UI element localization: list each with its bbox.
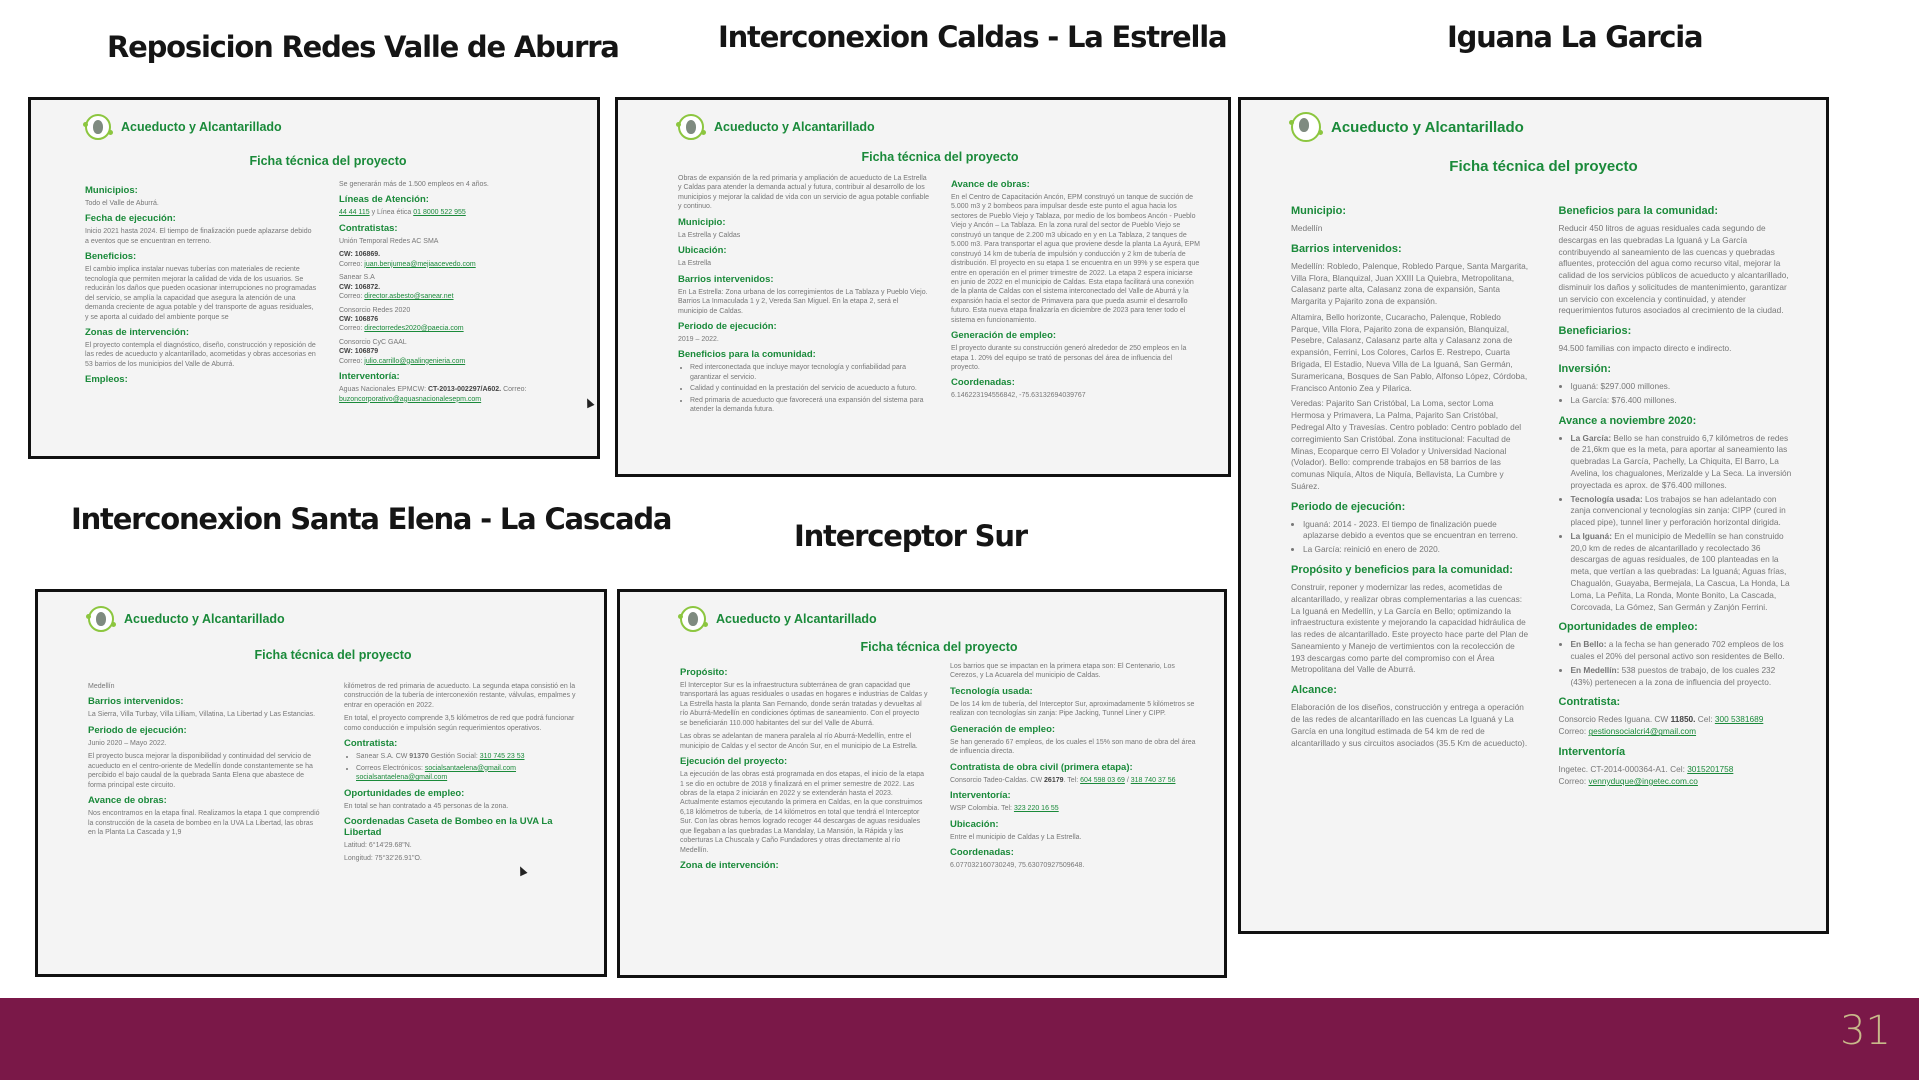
heading: Contratista: bbox=[344, 738, 398, 750]
text: Sanear S.A CW: 106872. Correo: director.asbesto@sanear.net bbox=[339, 274, 454, 301]
heading: Propósito y beneficios para la comunidad: bbox=[1291, 563, 1513, 576]
text: En total se han contratado a 45 personas de la zona. bbox=[344, 802, 509, 810]
list-item: • Red interconectada que incluye mayor tecnología y confiabilidad para garantizar el servicio. bbox=[690, 363, 929, 382]
text: 6.146223194556842, -75.63132694039767 bbox=[951, 392, 1086, 400]
heading: Tecnología usada: bbox=[950, 685, 1033, 697]
epm-logo-icon bbox=[678, 114, 704, 140]
section-title-iguana: Iguana La Garcia bbox=[1447, 20, 1703, 54]
text: El proyecto durante su construcción generó alrededor de 250 empleos en la etapa 1. 20% del equipo se trató de personas del área de influencia del proyecto. bbox=[951, 345, 1187, 371]
email-link[interactable]: director.asbesto@sanear.net bbox=[364, 293, 454, 301]
email-link[interactable]: socialsantaelena@gmail.com bbox=[424, 764, 517, 772]
text: 44 44 115 y Línea ética 01 8000 522 955 bbox=[339, 209, 466, 217]
heading: Generación de empleo: bbox=[951, 330, 1057, 342]
epm-logo-icon bbox=[85, 114, 111, 140]
text: El proyecto busca mejorar la disponibilidad y continuidad del servicio de acueducto en el centro-oriente de Medellín donde constantemente se ha percibido el bajo caudal de la quebrada Santa Elena que abastece de forma principal este circuito. bbox=[88, 753, 313, 789]
brand bbox=[680, 604, 1198, 634]
heading: Barrios intervenidos: bbox=[88, 696, 184, 708]
ficha-title: Ficha técnica del proyecto bbox=[249, 154, 407, 168]
text: Las obras se adelantan de manera paralela al río Aburrá-Medellín, entre el municipio de Caldas y el sector de Ancón Sur, en el municipio de La Estrella. bbox=[680, 733, 918, 750]
text: En total, el proyecto comprende 3,5 kilómetros de red que podrá funcionar como conducción e impulsión según requerimientos operativos. bbox=[344, 715, 575, 732]
brand bbox=[85, 112, 571, 142]
heading: Contratista: bbox=[1558, 696, 1621, 709]
list-item: • Red primaria de acueducto que favorecerá una expansión del sistema para atender la demanda futura. bbox=[690, 396, 929, 415]
heading: Barrios intervenidos: bbox=[678, 273, 774, 285]
heading: Interventoría: bbox=[950, 790, 1011, 802]
ficha-title: Ficha técnica del proyecto bbox=[861, 150, 1019, 164]
list-item: • Sanear S.A. CW 91370 Gestión Social: 310 745 23 53 bbox=[356, 752, 578, 761]
text: Latitud: 6°14'29.68"N. bbox=[344, 841, 412, 849]
text: Construir, reponer y modernizar las redes, acometidas de alcantarillado, y realizar obras complementarias a las cuencas: La Iguaná en Medellín, y La García en Bello; optimizando la infraestructura existente y mejorando la capacidad hidráulica de las redes de alcantarillado. Este proyecto hace parte del Plan de Saneamiento y Manejo de vertimientos con la recolección de 193 descargas como parte del compromiso con el Área Metropolitana del Valle de Aburrá. bbox=[1291, 581, 1529, 675]
text: Junio 2020 – Mayo 2022. bbox=[88, 739, 167, 747]
text: kilómetros de red primaria de acueducto. La segunda etapa consistió en la construcción de la tubería de interconexión restante, válvulas, empalmes y entrar en operación en 2022. bbox=[344, 683, 576, 709]
heading: Alcance: bbox=[1291, 684, 1337, 697]
text: Nos encontramos en la etapa final. Realizamos la etapa 1 que comprendió la construcción de la caseta de bombeo en la UVA La Libertad, las obras en la Planta La Cascada y 1,9 bbox=[88, 810, 320, 836]
heading: Empleos: bbox=[85, 374, 128, 386]
text: Entre el municipio de Caldas y La Estrella. bbox=[950, 833, 1082, 841]
text: La Sierra, Villa Turbay, Villa Lilliam, Villatina, La Libertad y Las Estancias. bbox=[88, 711, 316, 719]
footer-bar bbox=[0, 998, 1919, 1080]
brand bbox=[88, 604, 578, 634]
list-item: • Iguaná: $297.000 millones. bbox=[1571, 381, 1797, 393]
heading: Beneficiarios: bbox=[1558, 325, 1632, 338]
brand-name: Acueducto y Alcantarillado bbox=[716, 612, 877, 626]
text: Longitud: 75°32'26.91"O. bbox=[344, 855, 422, 863]
text: Consorcio Redes Iguana. CW 11850. Cel: 300 5381689 Correo: gestionsocialcri4@gmail.com bbox=[1558, 714, 1764, 737]
heading: Coordenadas: bbox=[950, 846, 1014, 858]
heading: Municipio: bbox=[678, 216, 726, 228]
epm-logo-icon bbox=[1291, 112, 1321, 142]
list-item: • En Bello: a la fecha se han generado 702 empleos de los cuales el 20% del personal activo son residentes de Bello. bbox=[1571, 639, 1797, 663]
text: En el Centro de Capacitación Ancón, EPM construyó un tanque de succión de 5.000 m3 y 2 bombeos para impulsar desde este punto el agua hacia los sectores de Pueblo Viejo y Tablaza, por medio de los bombeos Ancón - Pueblo Viejo y Ancón – La Tablaza. En la zona rural del sector de Pueblo Viejo se construyó un tanque de 2.200 m3 ubicado en y en La Tablaza, 2 tanques de 5.000 m3. Para transportar el agua que proviene desde la planta La Ayurá, EPM construyó 14 km de tubería de impulsión y conducción y 2 km de tubería de distribución. El proyecto en su etapa 1 se encuentra en un 99% y se espera que entre en operación en el primer trimestre de 2022. La etapa 2 espera iniciarse en junio de 2022 en el municipio de Caldas. Esta etapa facilitará una conexión de la planta de Caldas con el sistema interconectado del Valle de Aburrá y la expansión hacia el sector de Primavera para que pueda asumir el desarrollo futuro. Esta nueva etapa finalizaría en diciembre de 2023 para tener todo el sistema en funcionamiento. bbox=[951, 194, 1200, 324]
text: 94.500 familias con impacto directo e indirecto. bbox=[1558, 343, 1732, 354]
phone-link[interactable]: 44 44 115 bbox=[339, 209, 370, 217]
text: Todo el Valle de Aburrá. bbox=[85, 200, 159, 207]
email-link[interactable]: juan.benjumea@mejiaacevedo.com bbox=[364, 260, 476, 268]
text: La ejecución de las obras está programada en dos etapas, el inicio de la etapa 1 se dio en octubre de 2018 y finalizará en el primer semestre de 2022. Las obras de la etapa 2 iniciarán en 2022 y se extenderán hasta el 2023. Actualmente estamos ejecutando la primera en Caldas, en la que construimos 6,18 kilómetros de tubería, de 14 kilómetros en total que tendrá el Interceptor Sur. Con las obras hemos logrado recoger 44 descargas de aguas residuales que llegaban a las quebradas La Mandalay, La Mansión, la Rápida y las coberturas La Chuscala y Caño Fundadores y otras directamente al río Medellín. bbox=[680, 771, 924, 854]
brand-name: Acueducto y Alcantarillado bbox=[124, 612, 285, 626]
text: Altamira, Bello horizonte, Cucaracho, Palenque, Robledo Parque, Villa Flora, Pajarito zona de expansión, Blanquizal, Pesebre, Calasanz, Calasanz parte alta y Calasanz zona de expansión, Ferrini, Los Colores, Carlos E. Restrepo, Cuarta Brigada, El Estadio, Nueva Villa de La Iguaná, San Germán, Suramericana, Bosques de San Pablo, Alfonso López, Córdoba, Francisco Antonio Zea y Pilarica. bbox=[1291, 311, 1528, 393]
list-item: • Iguaná: 2014 - 2023. El tiempo de finalización puede aplazarse debido a eventos que se encuentran en terreno. bbox=[1303, 519, 1529, 543]
text: CW: 106869. Correo: juan.benjumea@mejiaacevedo.com bbox=[339, 251, 476, 268]
text: Medellín bbox=[1291, 223, 1323, 233]
list-item: • Correos Electrónicos: socialsantaelena@gmail.com socialsantaelena@gmail.com bbox=[356, 764, 578, 783]
list-item: • La García: reinició en enero de 2020. bbox=[1303, 544, 1529, 556]
email-link[interactable]: buzoncorporativo@aguasnacionalesepm.com bbox=[339, 395, 482, 403]
heading: Ubicación: bbox=[678, 245, 727, 257]
text: Medellín bbox=[88, 683, 115, 690]
text: Elaboración de los diseños, construcción y entrega a operación de las redes de alcantarillado en las cuencas La Iguaná y La García en una longitud estimada de 54 km de red de alcantarillado y sus circuitos asociados (35.5 Km de acueducto). bbox=[1291, 702, 1528, 748]
list-item: • Calidad y continuidad en la prestación del servicio de acueducto a futuro. bbox=[690, 384, 929, 393]
heading: Contratista de obra civil (primera etapa): bbox=[950, 761, 1133, 773]
text: Unión Temporal Redes AC SMA bbox=[339, 237, 439, 245]
section-title-interceptor: Interceptor Sur bbox=[794, 519, 1027, 553]
heading: Avance de obras: bbox=[951, 179, 1030, 190]
phone-link[interactable]: 323 220 16 55 bbox=[1013, 805, 1059, 813]
heading: Beneficios: bbox=[85, 251, 137, 263]
epm-logo-icon bbox=[680, 606, 706, 632]
list-item: • La Iguaná: En el municipio de Medellín se han construido 20,0 km de redes de alcantarillado y recolectado 36 descargas de aguas residuales, de 100 planteadas en la meta, que vertían a las quebradas: La Iguaná; Aguas frías, Chagualón, Guayaba, Bermejala, La Cascua, La Honda, La Loma, La Peñita, La Ronda, Monte Bonito, La Cascada, Corcovada, La Gómez, San Germán y Zanjón Ferrini. bbox=[1571, 531, 1797, 613]
brand-name: Acueducto y Alcantarillado bbox=[121, 120, 282, 134]
phone-link[interactable]: 310 745 23 53 bbox=[479, 753, 525, 761]
list-item: • Tecnología usada: Los trabajos se han adelantado con zanja convencional y tecnologías sin zanja: CIPP (cured in placed pipe), tunnel liner y perforación horizontal dirigida. bbox=[1571, 494, 1797, 529]
text: Consorcio CyC GAAL CW: 106879 Correo: julio.carrillo@gaalingenieria.com bbox=[339, 338, 466, 365]
page-number: 31 bbox=[1840, 1008, 1891, 1054]
card-iguana bbox=[1238, 97, 1829, 934]
text: Los barrios que se impactan en la primera etapa son: El Centenario, Los Cerezos, y La Acuarela del municipio de Caldas. bbox=[950, 663, 1175, 680]
brand bbox=[678, 112, 1202, 142]
email-link[interactable]: vennyduque@ingetec.com.co bbox=[1588, 775, 1698, 786]
section-title-reposicion: Reposicion Redes Valle de Aburra bbox=[107, 30, 619, 64]
text: La Estrella bbox=[678, 260, 712, 268]
text: Se generarán más de 1.500 empleos en 4 años. bbox=[339, 181, 489, 188]
text: El proyecto contempla el diagnóstico, diseño, construcción y reposición de las redes de acueducto y alcantarillado, acometidas y obras accesorias en 53 barrios de los municipios del Valle de Aburrá. bbox=[85, 341, 316, 368]
list-item: • La García: $76.400 millones. bbox=[1571, 395, 1797, 407]
text: 6.077032160730249, 75.63070927509648. bbox=[950, 861, 1085, 869]
email-link[interactable]: socialsantaelena@gmail.com bbox=[356, 774, 448, 782]
heading: Avance de obras: bbox=[88, 795, 167, 807]
heading: Contratistas: bbox=[339, 222, 398, 234]
heading: Barrios intervenidos: bbox=[1291, 242, 1402, 255]
heading: Coordenadas: bbox=[951, 377, 1015, 389]
list-item: • En Medellín: 538 puestos de trabajo, de los cuales 232 (43%) pertenecen a la zona de influencia del proyecto. bbox=[1571, 665, 1797, 689]
text: Reducir 450 litros de aguas residuales cada segundo de descargas en las quebradas La Iguaná y La García contribuyendo al saneamiento de las cuencas y quebradas afluentes, protección del agua como recurso vital, mejorar la calidad de los servicios públicos de acueducto y alcantarillado, disminuir los daños y solicitudes de mantenimiento, garantizar un servicio con excelencia y continuidad, y atender requerimientos futuros asociados al crecimiento de la ciudad. bbox=[1558, 223, 1789, 316]
phone-link[interactable]: 3015201758 bbox=[1687, 764, 1734, 774]
list-item: • La García: Bello se han construido 6,7 kilómetros de redes de 21,6km que es la meta, para aportar al saneamiento las quebradas La García, Pachelly, La Chiquita, El Barro, La Avelina, los chagualones, Merizalde y La Seca. La inversión proyectada es aprox. de $76.400 millones. bbox=[1571, 433, 1797, 492]
heading: Interventoría bbox=[1558, 746, 1626, 758]
text: Obras de expansión de la red primaria y ampliación de acueducto de La Estrella y Caldas para atender la demanda actual y futura, contribuir al desarrollo de los municipios y mejorar la calidad de vida con un servicio de agua potable confiable y continuo. bbox=[678, 175, 929, 211]
brand bbox=[1291, 112, 1796, 142]
ficha-title: Ficha técnica del proyecto bbox=[254, 648, 412, 662]
brand-name: Acueducto y Alcantarillado bbox=[714, 120, 875, 134]
heading: Coordenadas Caseta de Bombeo en la UVA La Libertad bbox=[344, 815, 553, 838]
heading: Fecha de ejecución: bbox=[85, 213, 176, 225]
text: Ingetec. CT-2014-000364-A1. Cel: 3015201758 Correo: vennyduque@ingetec.com.co bbox=[1558, 764, 1734, 786]
heading: Inversión: bbox=[1558, 363, 1612, 376]
brand-name: Acueducto y Alcantarillado bbox=[1331, 118, 1524, 136]
text: WSP Colombia. Tel: 323 220 16 55 bbox=[950, 805, 1059, 813]
ficha-title: Ficha técnica del proyecto bbox=[860, 640, 1018, 654]
text: En La Estrella: Zona urbana de los corregimientos de La Tablaza y Pueblo Viejo. Barrios La Inmaculada 1 y 2, Vereda San Miguel. En la etapa 2, será el municipio de Caldas. bbox=[678, 288, 928, 315]
heading: Periodo de ejecución: bbox=[1291, 500, 1406, 513]
card-caldas bbox=[615, 97, 1231, 477]
heading: Propósito: bbox=[680, 667, 728, 678]
email-link[interactable]: directorredes2020@paecia.com bbox=[364, 325, 464, 333]
heading: Beneficios para la comunidad: bbox=[678, 349, 816, 361]
heading: Avance a noviembre 2020: bbox=[1558, 414, 1697, 427]
phone-link[interactable]: 604 598 03 69 bbox=[1080, 776, 1125, 784]
heading: Zonas de intervención: bbox=[85, 326, 189, 338]
email-link[interactable]: gestionsocialcri4@gmail.com bbox=[1588, 726, 1697, 737]
heading: Oportunidades de empleo: bbox=[1558, 621, 1698, 634]
heading: Periodo de ejecución: bbox=[88, 724, 187, 736]
heading: Beneficios para la comunidad: bbox=[1558, 205, 1719, 217]
text: De los 14 km de tubería, del Interceptor Sur, aproximadamente 5 kilómetros se realizan con tecnologías sin zanja: Pipe Jacking, Tunnel Liner y CIPP. bbox=[950, 700, 1195, 718]
ficha-title: Ficha técnica del proyecto bbox=[1449, 158, 1638, 175]
phone-link[interactable]: 300 5381689 bbox=[1714, 714, 1764, 725]
heading: Generación de empleo: bbox=[950, 723, 1056, 735]
text: Aguas Nacionales EPMCW: CT-2013-002297/A602. Correo: buzoncorporativo@aguasnacionalesepm.com bbox=[339, 386, 527, 403]
heading: Ejecución del proyecto: bbox=[680, 756, 788, 768]
text: 2019 – 2022. bbox=[678, 335, 719, 343]
heading: Ubicación: bbox=[950, 818, 999, 830]
email-link[interactable]: julio.carrillo@gaalingenieria.com bbox=[364, 357, 466, 365]
text: Consorcio Tadeo-Caldas. CW 26179. Tel: 604 598 03 69 / 318 740 37 56 bbox=[950, 776, 1176, 784]
epm-logo-icon bbox=[88, 606, 114, 632]
text: La Estrella y Caldas bbox=[678, 231, 741, 239]
heading: Interventoría: bbox=[339, 371, 400, 383]
text: El Interceptor Sur es la infraestructura subterránea de gran capacidad que transportará las aguas residuales o usadas en hogares e industrias de Caldas y La Estrella hasta la planta San Fernando, donde serán tratadas y devueltas al río Aburrá-Medellín en condiciones óptimas de saneamiento. Con el proyecto se beneficiarán 110.000 habitantes del sur del Valle de Aburrá. bbox=[680, 682, 928, 727]
card-interceptor bbox=[617, 589, 1227, 978]
phone-link[interactable]: 318 740 37 56 bbox=[1130, 776, 1176, 784]
text: Consorcio Redes 2020 CW: 106876 Correo: directorredes2020@paecia.com bbox=[339, 306, 464, 333]
text: Medellín: Robledo, Palenque, Robledo Parque, Santa Margarita, Villa Flora, Blanquizal, Juan XXIII La Quiebra, Metropolitana, Calasanz parte alta, Calasanz zona de expansión, Santa Margarita y Pajarito zona de expansión. bbox=[1291, 260, 1529, 307]
heading: Zona de intervención: bbox=[680, 860, 779, 871]
heading: Municipios: bbox=[85, 185, 138, 196]
card-reposicion bbox=[28, 97, 600, 459]
section-title-santa-elena: Interconexion Santa Elena - La Cascada bbox=[71, 502, 672, 536]
text: Se han generado 67 empleos, de los cuales el 15% son mano de obra del área de influencia directa. bbox=[950, 738, 1196, 756]
heading: Oportunidades de empleo: bbox=[344, 787, 465, 799]
heading: Líneas de Atención: bbox=[339, 194, 429, 206]
text: Veredas: Pajarito San Cristóbal, La Loma, sector Loma Hermosa y Primavera, La Palma, Pajarito San Cristóbal, Pedregal Alto y Travesías. Centro poblado: Centro poblado del corregimiento San Cristóbal. Zona institucional: Facultad de Minas, Ecoparque cerro El Volador y Universidad Nacional (Volador). Bello: comprende trabajos en 58 barrios de las comunas Niquía, Altos de Niquía, Bellavista, La Cumbre y Suárez. bbox=[1291, 398, 1522, 491]
section-title-caldas: Interconexion Caldas - La Estrella bbox=[718, 20, 1227, 54]
card-santa-elena bbox=[35, 589, 607, 977]
heading: Periodo de ejecución: bbox=[678, 320, 777, 332]
text: Inicio 2021 hasta 2024. El tiempo de finalización puede aplazarse debido a eventos que se encuentran en terreno. bbox=[85, 228, 312, 245]
phone-link[interactable]: 01 8000 522 955 bbox=[413, 209, 466, 217]
text: El cambio implica instalar nuevas tuberías con materiales de reciente tecnología que permiten mejorar la calidad de vida de los usuarios. Se reducirán los daños que pueden ocasionar interrupciones no programadas del servicio, se amplía la capacidad que asegura la atención de una demanda creciente de agua potable y del transporte de aguas residuales, y se aporta al cuidado del ambiente porque se bbox=[85, 266, 317, 321]
heading: Municipio: bbox=[1291, 205, 1346, 217]
